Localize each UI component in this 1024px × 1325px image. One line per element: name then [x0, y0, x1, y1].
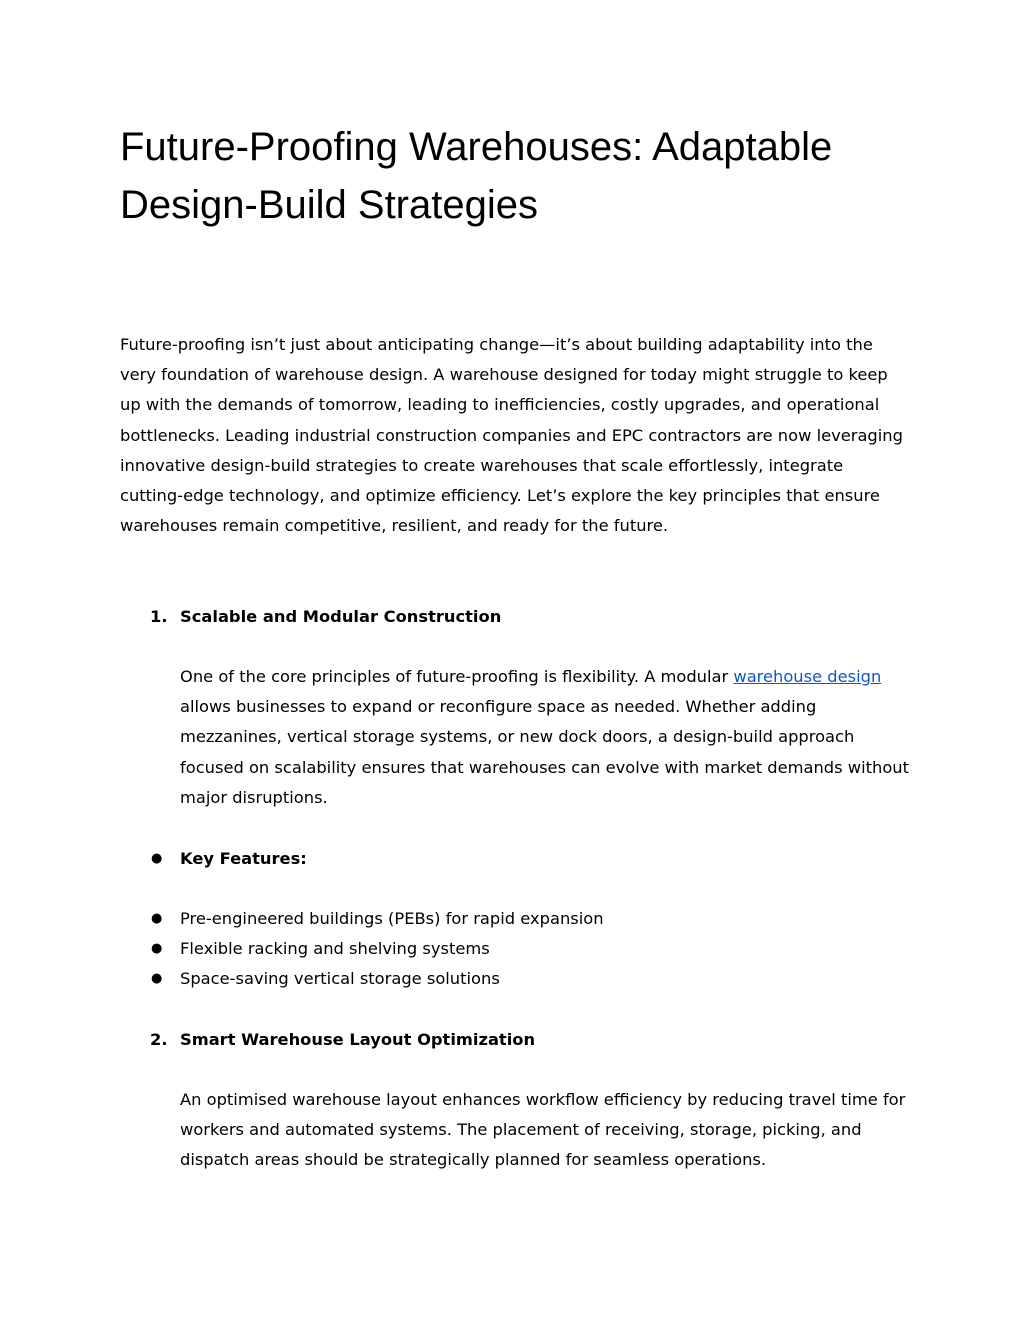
- section-1-paragraph: [180, 662, 910, 813]
- list-item: [120, 904, 910, 934]
- section-1-number: 1.: [150, 607, 168, 626]
- list-item: [120, 934, 910, 964]
- feature-text: Pre-engineered buildings (PEBs) for rapid expansion: [180, 909, 604, 928]
- document-title: Future-Proofing Warehouses: Adaptable Design-Build Strategies: [120, 125, 833, 227]
- list-item: [120, 964, 910, 994]
- key-features-label: Key Features:: [180, 849, 307, 868]
- section-2-number: 2.: [150, 1030, 168, 1049]
- bullet-icon: ●: [151, 971, 163, 987]
- section-1-title: Scalable and Modular Construction: [180, 607, 502, 626]
- intro-paragraph: Future-proofing isn’t just about anticipating change—it’s about building adaptability into the very foundation of warehouse design. A warehouse designed for today might struggle to keep up with the demands of tomorrow, leading to inefficiencies, costly upgrades, and operational bottlenecks. Leading industrial construction companies and EPC contractors are now leveraging innovative design-build strategies to create warehouses that scale effortlessly, integrate cutting-edge technology, and optimize efficiency. Let’s explore the key principles that ensure warehouses remain competitive, resilient, and ready for the future.: [120, 335, 903, 536]
- bullet-icon: ●: [151, 911, 163, 926]
- section-2-paragraph: An optimised warehouse layout enhances workflow efficiency by reducing travel time for workers and automated systems. The placement of receiving, storage, picking, and dispatch areas should be strategically planned for seamless operations.: [180, 1090, 906, 1170]
- feature-text: Flexible racking and shelving systems: [180, 939, 490, 959]
- warehouse-design-link[interactable]: warehouse design: [733, 667, 882, 686]
- key-features-list: [120, 844, 910, 874]
- feature-text: Space-saving vertical storage solutions: [180, 969, 500, 989]
- section-2-heading: [120, 1025, 910, 1055]
- bullet-icon: ●: [151, 851, 163, 866]
- section-1-text-before-link: One of the core principles of future-proofing is flexibility. A modular: [180, 667, 734, 686]
- section-2-title: Smart Warehouse Layout Optimization: [180, 1030, 536, 1049]
- list-item: [120, 844, 910, 874]
- bullet-icon: ●: [151, 941, 163, 957]
- features-list: [120, 904, 910, 995]
- section-1-text-after-link: allows businesses to expand or reconfigure space as needed. Whether adding mezzanines, vertical storage systems, or new dock doors, a design-build approach focused on scalability ensures that warehouses can evolve with market demands without major disruptions.: [180, 697, 909, 807]
- section-1-heading: [120, 602, 910, 632]
